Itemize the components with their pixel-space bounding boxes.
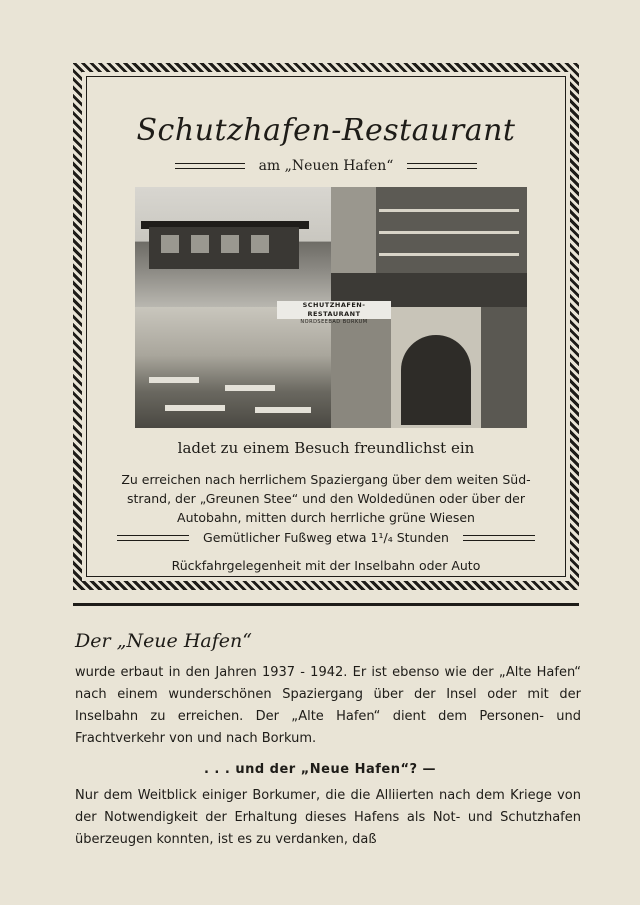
restaurant-sign <box>277 301 391 325</box>
double-rule-right <box>463 535 535 541</box>
ad-directions: Zu erreichen nach herrlichem Spaziergang über dem weiten Süd-strand, der „Greunen Stee“ und den Woldedünen oder über der Autobahn, mitten durch herrliche grüne Wiesen <box>121 472 531 525</box>
photo-collage <box>135 187 527 428</box>
ad-walk-row <box>87 530 565 545</box>
ad-return-transport: Rückfahrgelegenheit mit der Inselbahn oder Auto <box>171 558 481 573</box>
article-paragraph-2: Nur dem Weitblick einiger Borkumer, die die Alliierten nach dem Kriege von der Notwendigkeit der Erhaltung dieses Hafens als Not- und Schutzhafen überzeugen konnten, ist es zu verdanken, daß <box>75 788 581 847</box>
double-rule-right <box>407 163 477 169</box>
double-rule-left <box>117 535 189 541</box>
sign-subtitle: NORDSEEBAD BORKUM <box>300 319 368 325</box>
ad-subline: am „Neuen Hafen“ <box>258 158 394 174</box>
photo-restaurant-exterior <box>135 187 331 307</box>
article-heading: Der „Neue Hafen“ <box>75 630 252 652</box>
ad-subline-row <box>87 158 565 174</box>
section-divider <box>73 603 579 606</box>
advertisement-frame <box>73 63 579 590</box>
sign-title: SCHUTZHAFEN-RESTAURANT <box>302 301 366 318</box>
photo-bar-interior <box>331 187 527 307</box>
ad-walk-time: Gemütlicher Fußweg etwa 1¹/₄ Stunden <box>203 530 449 545</box>
article-subheading: . . . und der „Neue Hafen“? — <box>203 762 437 777</box>
ad-invitation: ladet zu einem Besuch freundlichst ein <box>177 439 475 457</box>
double-rule-left <box>175 163 245 169</box>
advertisement-inner-border <box>86 76 566 577</box>
ad-headline: Schutzhafen-Restaurant <box>136 113 516 148</box>
article-paragraph-1: wurde erbaut in den Jahren 1937 - 1942. Er ist ebenso wie der „Alte Hafen“ nach einem wunderschönen Spaziergang über der Insel oder mit der Inselbahn zu erreichen. Der „Alte Hafen“ dient dem Personen- und Frachtverkehr von und nach Borkum. <box>75 665 581 746</box>
